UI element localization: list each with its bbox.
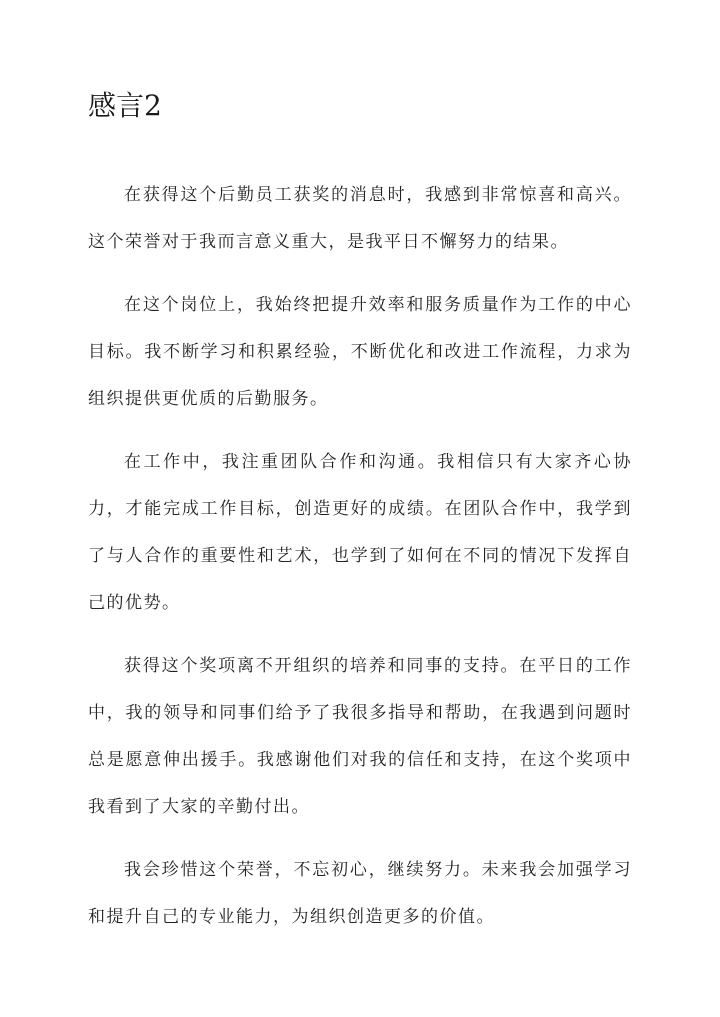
paragraph-3: 在工作中，我注重团队合作和沟通。我相信只有大家齐心协力，才能完成工作目标，创造更好的成绩。在团队合作中，我学到了与人合作的重要性和艺术，也学到了如何在不同的情况下发挥自己的优势。 xyxy=(88,452,632,613)
paragraph-2: 在这个岗位上，我始终把提升效率和服务质量作为工作的中心目标。我不断学习和积累经验，不断优化和改进工作流程，力求为组织提供更优质的后勤服务。 xyxy=(88,295,632,409)
document-body xyxy=(88,172,632,957)
paragraph-5: 我会珍惜这个荣誉，不忘初心，继续努力。未来我会加强学习和提升自己的专业能力，为组织创造更多的价值。 xyxy=(88,860,632,927)
document-title: 感言2 xyxy=(88,89,162,122)
paragraph-4: 获得这个奖项离不开组织的培养和同事的支持。在平日的工作中，我的领导和同事们给予了我很多指导和帮助，在我遇到问题时总是愿意伸出援手。我感谢他们对我的信任和支持，在这个奖项中我看到了大家的辛勤付出。 xyxy=(88,656,632,817)
paragraph-1: 在获得这个后勤员工获奖的消息时，我感到非常惊喜和高兴。这个荣誉对于我而言意义重大，是我平日不懈努力的结果。 xyxy=(88,185,632,252)
